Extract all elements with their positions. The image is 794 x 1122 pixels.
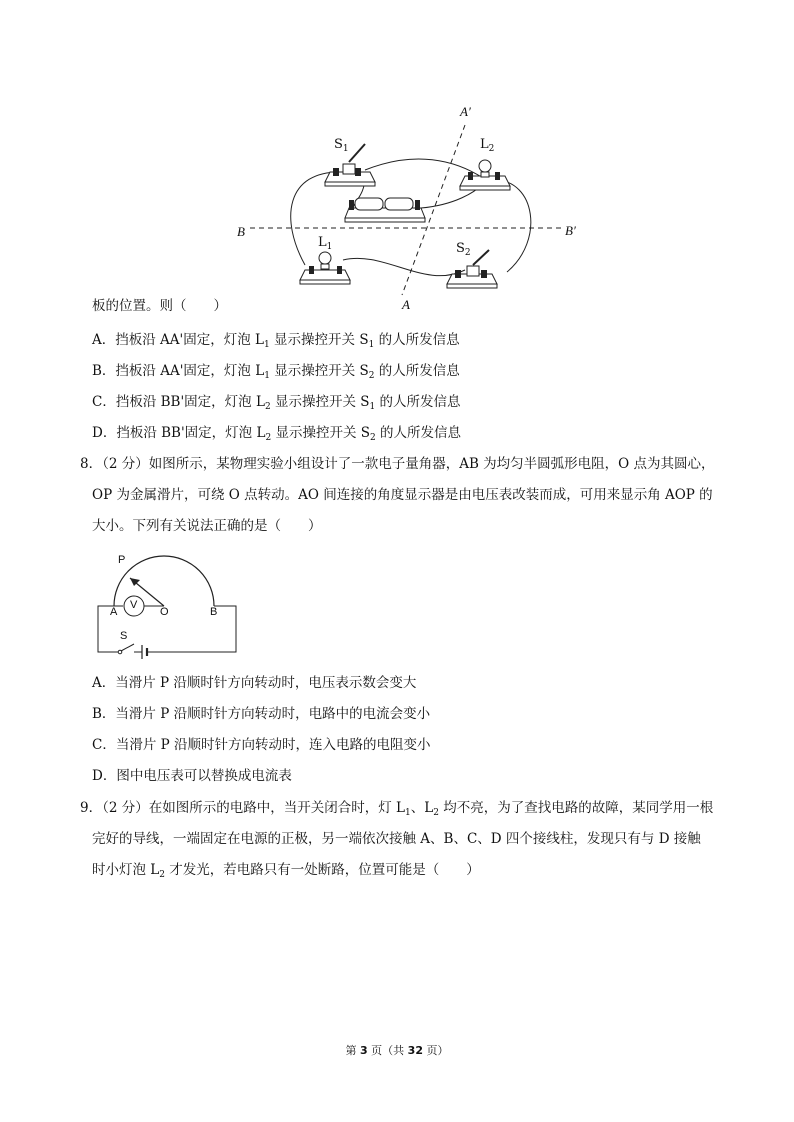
- label-a: A: [402, 297, 410, 312]
- q8-option-d[interactable]: D．图中电压表可以替换成电流表: [92, 768, 292, 784]
- q7-option-a[interactable]: A．挡板沿 AA'固定，灯泡 $L_1$ 显示操控开关 $S_1$ 的人所发信息: [92, 332, 460, 350]
- label-b: B: [237, 224, 245, 239]
- label-a-q8: A: [110, 606, 118, 618]
- q7-tail: 板的位置。则（ ）: [92, 298, 227, 314]
- label-s2: $S_2$: [456, 241, 471, 258]
- label-l1: $L_1$: [318, 235, 333, 252]
- q7-option-b[interactable]: B．挡板沿 AA'固定，灯泡 $L_1$ 显示操控开关 $S_2$ 的人所发信息: [92, 363, 460, 381]
- label-p: P: [118, 554, 126, 566]
- label-s1: $S_1$: [334, 137, 349, 154]
- q8-stem-line1: 8．（2 分）如图所示，某物理实验小组设计了一款电子量角器，AB 为均匀半圆弧形电阻，O 点为其圆心，: [80, 456, 715, 472]
- label-b-prime: B′: [565, 223, 576, 238]
- label-a-prime: A′: [460, 104, 471, 119]
- lamp-l2: [460, 160, 510, 190]
- circuit-figure-top: [225, 100, 600, 315]
- q7-option-d[interactable]: D．挡板沿 BB'固定，灯泡 $L_2$ 显示操控开关 $S_2$ 的人所发信息: [92, 425, 462, 443]
- page-footer: 第 3 页（共 32 页）: [345, 1044, 449, 1057]
- q8-option-a[interactable]: A．当滑片 P 沿顺时针方向转动时，电压表示数会变大: [92, 675, 417, 691]
- switch-s2: [447, 250, 497, 288]
- label-v: V: [130, 599, 138, 611]
- lamp-l1: [300, 252, 350, 284]
- label-s: S: [120, 630, 128, 642]
- protractor-circuit-figure: [90, 548, 245, 660]
- q8-option-b[interactable]: B．当滑片 P 沿顺时针方向转动时，电路中的电流会变小: [92, 706, 431, 722]
- q9-stem-line1: 9．（2 分）在如图所示的电路中，当开关闭合时，灯 $L_1$、$L_2$ 均不亮，为了查找电路的故障，某同学用一根: [80, 800, 714, 818]
- switch-s1: [325, 144, 375, 186]
- q9-stem-line2: 完好的导线，一端固定在电源的正极，另一端依次接触 A、B、C、D 四个接线柱，发现只有与 D 接触: [92, 831, 701, 847]
- q8-stem-line3: 大小。下列有关说法正确的是（ ）: [92, 518, 322, 534]
- q8-stem-line2: OP 为金属滑片，可绕 O 点转动。AO 间连接的角度显示器是由电压表改装而成，可用来显示角 AOP 的: [92, 487, 713, 503]
- battery: [345, 198, 425, 222]
- q8-option-c[interactable]: C．当滑片 P 沿顺时针方向转动时，连入电路的电阻变小: [92, 737, 431, 753]
- label-o: O: [160, 606, 169, 618]
- label-b-q8: B: [210, 606, 218, 618]
- label-l2: $L_2$: [480, 137, 495, 154]
- q9-stem-line3: 时小灯泡 $L_2$ 才发光，若电路只有一处断路，位置可能是（ ）: [92, 862, 480, 880]
- q7-option-c[interactable]: C．挡板沿 BB'固定，灯泡 $L_2$ 显示操控开关 $S_1$ 的人所发信息: [92, 394, 461, 412]
